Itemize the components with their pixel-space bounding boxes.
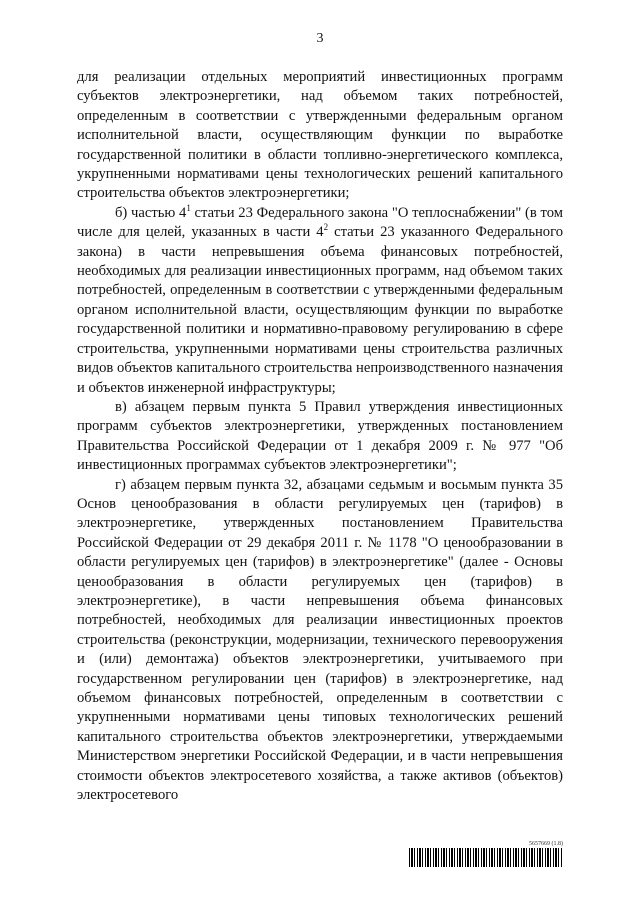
paragraph-continuation: для реализации отдельных мероприятий инвестиционных программ субъектов электроэнергетики, над объемом таких потребностей, определенным в соответствии с утвержденными федеральным органом исполнительной власти, осуществляющим функции по выработке государственной политики в области топливно-энергетического комплекса, укрупненными нормативами цены технологических решений капитального строительства объектов электроэнергетики; <box>77 69 563 202</box>
document-code: 5657669 (1.8) <box>529 841 563 847</box>
paragraph-item-v: в) абзацем первым пункта 5 Правил утверждения инвестиционных программ субъектов электроэнергетики, утвержденных постановлением Правительства Российской Федерации от 1 декабря 2009 г. № 977 "Об инвестиционных программах субъектов электроэнергетики"; <box>77 398 563 474</box>
paragraph-item-b <box>77 204 563 398</box>
document-body <box>77 68 563 805</box>
paragraph-b-part-3: статьи 23 указанного Федерального закона) в части непревышения объема финансовых потребностей, необходимых для реализации инвестиционных программ, над объемом таких потребностей, определенным в соответствии с утвержденными федеральным органом исполнительной власти, осуществляющим функции по выработке государственной политики и нормативно-правовому регулированию в сфере строительства, укрупненными нормативами цены строительства различных видов объектов капитального строительства непроизводственного назначения и объектов инженерной инфраструктуры; <box>77 224 563 396</box>
paragraph-b-part-1: б) частью 4 <box>115 204 187 221</box>
page-number: 3 <box>316 31 324 46</box>
superscript-2: 2 <box>323 222 329 233</box>
superscript-1: 1 <box>186 202 191 213</box>
paragraph-item-g: г) абзацем первым пункта 32, абзацами седьмым и восьмым пункта 35 Основ ценообразования в области регулируемых цен (тарифов) в электроэнергетике, утвержденных постановлением Правительства Российской Федерации от 29 декабря 2011 г. № 1178 "О ценообразовании в области регулируемых цен (тарифов) в электроэнергетике" (далее - Основы ценообразования в области регулируемых цен (тарифов) в электроэнергетике), в части непревышения объема финансовых потребностей, необходимых для реализации инвестиционных проектов строительства (реконструкции, модернизации, технического перевооружения и (или) демонтажа) объектов электроэнергетики, учитываемого при государственном регулировании цен (тарифов) в электроэнергетике, над объемом финансовых потребностей, определенным в соответствии с укрупненными нормативами цены типовых технологических решений капитального строительства объектов электроэнергетики, утверждаемыми Министерством энергетики Российской Федерации, и в части непревышения стоимости объектов электросетевого хозяйства, а также активов (объектов) электросетевого <box>77 476 563 804</box>
paragraph-b-part-2: статьи 23 Федерального закона "О теплоснабжении" (в том числе для целей, указанных в части 4 <box>77 204 563 241</box>
barcode-icon <box>409 848 563 867</box>
